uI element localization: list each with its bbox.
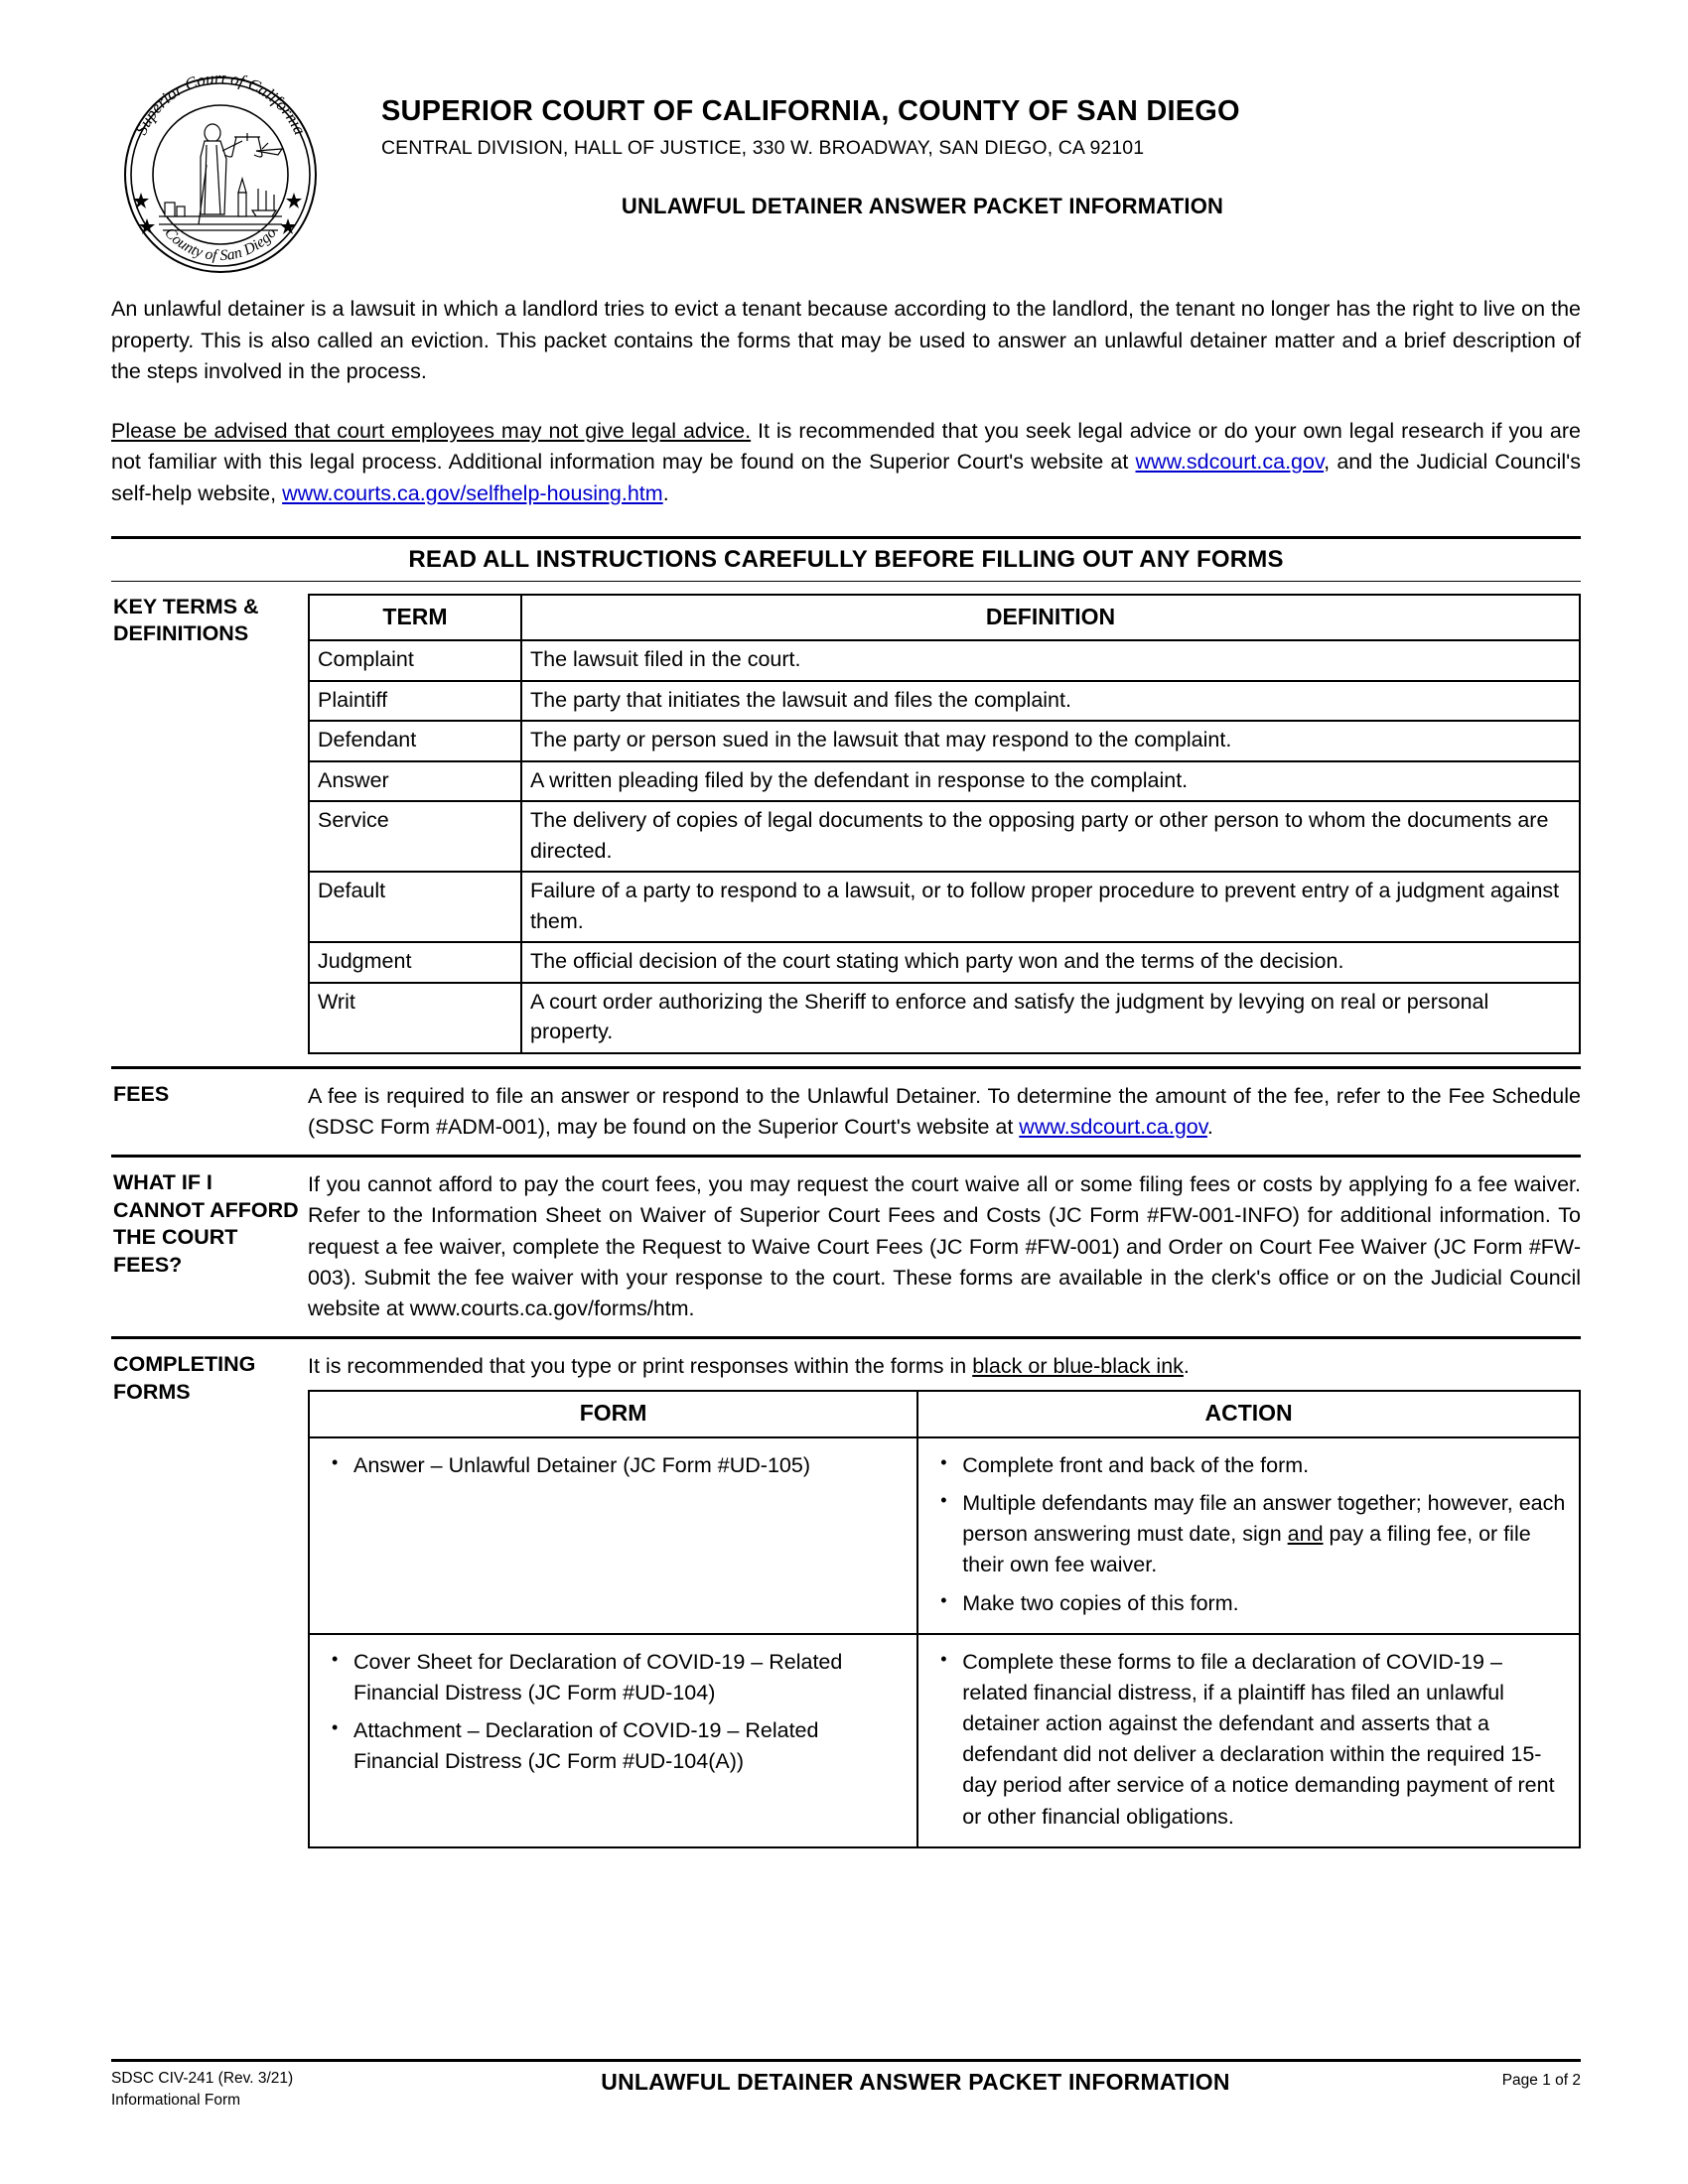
svg-text:Superior Court of California: Superior Court of California	[131, 75, 310, 138]
selfhelp-housing-link[interactable]: www.courts.ca.gov/selfhelp-housing.htm	[282, 480, 663, 505]
section-label-completing-forms: COMPLETING FORMS	[113, 1352, 256, 1404]
intro-paragraph-1: An unlawful detainer is a lawsuit in which a landlord tries to evict a tenant because according to the landlord, the tenant no longer has the right to live on the property. This is also called an eviction. This packet contains the forms that may be used to answer an unlawful detainer matter and a brief description of the steps involved in the process.	[111, 297, 1581, 384]
definition-cell: A court order authorizing the Sheriff to enforce and satisfy the judgment by levying on real or personal property.	[521, 983, 1580, 1053]
definition-cell: The delivery of copies of legal documents to the opposing party or other person to whom the documents are directed.	[521, 801, 1580, 872]
table-header-row	[309, 595, 1580, 641]
table-row	[309, 801, 1580, 872]
fees-paragraph	[308, 1081, 1581, 1143]
th-term: TERM	[309, 595, 521, 641]
term-cell: Answer	[309, 761, 521, 802]
definition-cell: A written pleading filed by the defendant in response to the complaint.	[521, 761, 1580, 802]
list-item: • Complete front and back of the form.	[962, 1450, 1569, 1481]
term-cell: Defendant	[309, 721, 521, 761]
section-label-fees: FEES	[113, 1081, 170, 1106]
list-item: • Answer – Unlawful Detainer (JC Form #UD-105)	[353, 1450, 907, 1481]
list-item	[962, 1488, 1569, 1581]
intro-text-c: .	[662, 480, 669, 505]
term-cell: Complaint	[309, 640, 521, 681]
form-cell	[309, 1634, 917, 1847]
sdcourt-fees-link[interactable]: www.sdcourt.ca.gov	[1019, 1115, 1207, 1140]
definition-cell: The party or person sued in the lawsuit that may respond to the complaint.	[521, 721, 1580, 761]
list-item: • Complete these forms to file a declaration of COVID-19 – related financial distress, if a plaintiff has filed an unlawful detainer action against the defendant and asserts that a defendant did not deliver a declaration within the required 15-day period after service of a notice demanding payment of rent or other financial obligations.	[962, 1647, 1569, 1833]
action-cell	[917, 1437, 1580, 1634]
section-completing-forms	[111, 1339, 1581, 1860]
emphasis-and: and	[1287, 1522, 1324, 1547]
form-list	[320, 1450, 907, 1481]
completing-intro-b: .	[1183, 1354, 1190, 1379]
fees-text-a: A fee is required to file an answer or respond to the Unlawful Detainer. To determine the amount of the fee, refer to the Fee Schedule (SDSC Form #ADM-001), may be found on the Superior Court's website at	[308, 1083, 1581, 1140]
completing-forms-intro	[308, 1351, 1581, 1382]
table-row	[309, 761, 1580, 802]
form-type: Informational Form	[111, 2091, 241, 2109]
table-row	[309, 942, 1580, 983]
court-seal-icon	[111, 75, 330, 274]
section-body-completing-forms	[308, 1351, 1581, 1848]
intro-paragraph-2	[111, 416, 1581, 510]
term-cell: Judgment	[309, 942, 521, 983]
table-row	[309, 681, 1580, 722]
intro-section	[111, 294, 1581, 510]
sdcourt-link[interactable]: www.sdcourt.ca.gov	[1135, 450, 1325, 475]
term-cell: Plaintiff	[309, 681, 521, 722]
action-item-multiple-defendants: Multiple defendants may file an answer together; however, each person answering must date, sign and pay a filing fee, or file their own fee waiver.	[962, 1491, 1566, 1577]
key-terms-table	[308, 594, 1581, 1054]
section-body-fees	[308, 1081, 1581, 1143]
term-cell: Default	[309, 872, 521, 942]
court-title: SUPERIOR COURT OF CALIFORNIA, COUNTY OF SAN DIEGO	[381, 95, 1240, 127]
definition-cell: Failure of a party to respond to a lawsuit, or to follow proper procedure to prevent entry of a judgment against them.	[521, 872, 1580, 942]
instructions-banner: READ ALL INSTRUCTIONS CAREFULLY BEFORE FILLING OUT ANY FORMS	[408, 545, 1284, 573]
intro-text-b: , and the Judicial Council's self-help website,	[111, 450, 1581, 505]
definition-cell: The official decision of the court stating which party won and the terms of the decision.	[521, 942, 1580, 983]
document-content	[111, 0, 1581, 1860]
page-number: Page 1 of 2	[1501, 2072, 1581, 2089]
definition-cell: The party that initiates the lawsuit and files the complaint.	[521, 681, 1580, 722]
table-header-row	[309, 1391, 1580, 1437]
section-key-terms	[111, 582, 1581, 1066]
list-item: • Cover Sheet for Declaration of COVID-19 – Related Financial Distress (JC Form #UD-104)	[353, 1647, 907, 1708]
intro-text-a: It is recommended that you seek legal advice or do your own legal research if you are not familiar with this legal process. Additional information may be found on the Superior Court's website at	[111, 418, 1582, 475]
section-body-fee-waiver	[308, 1169, 1581, 1324]
document-header	[111, 0, 1581, 288]
section-label-fee-waiver: WHAT IF I CANNOT AFFORD THE COURT FEES?	[113, 1170, 299, 1277]
list-item: • Make two copies of this form.	[962, 1588, 1569, 1619]
table-row	[309, 640, 1580, 681]
section-label-key-terms: KEY TERMS & DEFINITIONS	[113, 594, 259, 646]
form-cell	[309, 1437, 917, 1634]
table-row	[309, 983, 1580, 1053]
completing-intro-a: It is recommended that you type or print responses within the forms in	[308, 1354, 973, 1379]
action-list	[928, 1450, 1569, 1619]
svg-text:County of San Diego: County of San Diego	[161, 224, 280, 265]
form-number: SDSC CIV-241 (Rev. 3/21)	[111, 2070, 294, 2087]
table-row	[309, 721, 1580, 761]
section-fees	[111, 1069, 1581, 1155]
term-cell: Service	[309, 801, 521, 872]
th-action: ACTION	[917, 1391, 1580, 1437]
section-fee-waiver	[111, 1158, 1581, 1336]
header-text-block	[381, 95, 1553, 219]
footer-title: UNLAWFUL DETAINER ANSWER PACKET INFORMATION	[601, 2069, 1230, 2095]
section-body-key-terms	[308, 594, 1581, 1054]
packet-title: UNLAWFUL DETAINER ANSWER PACKET INFORMATION	[621, 194, 1224, 219]
legal-advice-notice: Please be advised that court employees may not give legal advice.	[111, 418, 752, 443]
action-cell	[917, 1634, 1580, 1847]
forms-action-table	[308, 1390, 1581, 1848]
th-form: FORM	[309, 1391, 917, 1437]
table-row	[309, 1634, 1580, 1847]
definition-cell: The lawsuit filed in the court.	[521, 640, 1580, 681]
action-list	[928, 1647, 1569, 1833]
th-definition: DEFINITION	[521, 595, 1580, 641]
footer-left-block	[111, 2068, 449, 2111]
fees-text-b: .	[1206, 1115, 1213, 1140]
fee-waiver-paragraph: If you cannot afford to pay the court fees, you may request the court waive all or some filing fees or costs by applying fo a fee waiver. Refer to the Information Sheet on Waiver of Superior Court Fees and Costs (JC Form #FW-001-INFO) for additional information. To request a fee waiver, complete the Request to Waive Court Fees (JC Form #FW-001) and Order on Court Fee Waiver (JC Form #FW-003). Submit the fee waiver with your response to the court. These forms are available in the clerk's office or on the Judicial Council website at www.courts.ca.gov/forms/htm.	[308, 1172, 1581, 1320]
list-item: • Attachment – Declaration of COVID-19 – Related Financial Distress (JC Form #UD-104(A))	[353, 1715, 907, 1777]
term-cell: Writ	[309, 983, 521, 1053]
ink-color-note: black or blue-black ink	[972, 1354, 1184, 1379]
form-list	[320, 1647, 907, 1778]
document-footer	[111, 2059, 1581, 2111]
court-address: CENTRAL DIVISION, HALL OF JUSTICE, 330 W. BROADWAY, SAN DIEGO, CA 92101	[381, 136, 1145, 159]
table-row	[309, 1437, 1580, 1634]
table-row	[309, 872, 1580, 942]
